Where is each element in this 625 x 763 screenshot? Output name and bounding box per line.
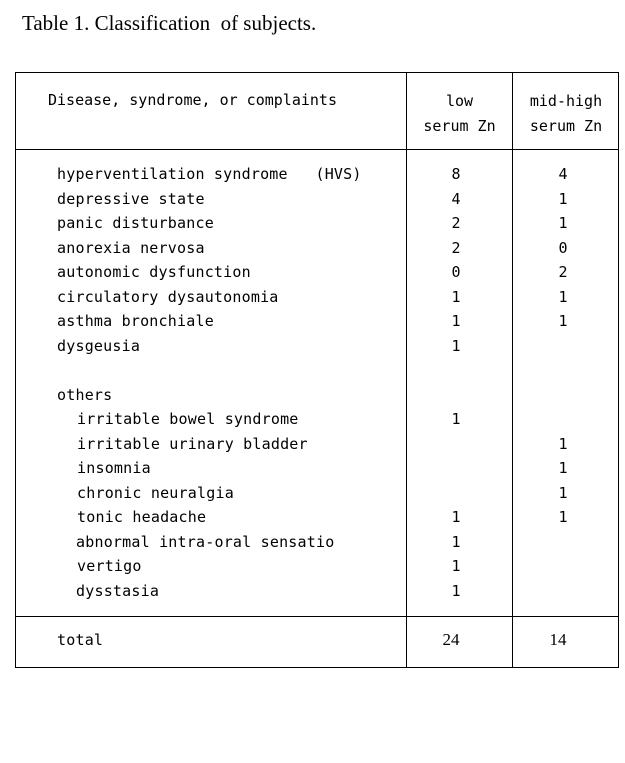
table-row xyxy=(16,410,618,434)
row-label: tonic headache xyxy=(77,508,207,526)
row-label: asthma bronchiale xyxy=(57,312,214,330)
table-row xyxy=(16,214,618,238)
header-mid-line1: mid-high xyxy=(529,92,603,110)
mid-value: 1 xyxy=(558,459,568,477)
header-disease: Disease, syndrome, or complaints xyxy=(48,91,337,109)
table-row xyxy=(16,337,618,361)
table-row xyxy=(16,533,618,557)
table-caption: Table 1. Classification of subjects. xyxy=(22,11,317,35)
row-label: dysgeusia xyxy=(57,336,141,355)
row-label: panic disturbance xyxy=(57,214,214,232)
total-low-value: 24 xyxy=(442,630,460,649)
row-label: abnormal intra-oral sensatio xyxy=(76,532,335,551)
table-row xyxy=(16,239,618,263)
mid-value: 1 xyxy=(558,483,568,502)
low-value: 1 xyxy=(451,410,461,428)
mid-value: 4 xyxy=(558,165,568,183)
table-row xyxy=(16,165,618,189)
low-value: 1 xyxy=(451,532,461,551)
row-label: irritable bowel syndrome xyxy=(77,410,299,428)
row-label: insomnia xyxy=(77,459,151,477)
table-row xyxy=(16,582,618,606)
header-low-line1: low xyxy=(445,92,474,110)
table-row xyxy=(16,190,618,214)
mid-value: 2 xyxy=(558,263,568,281)
total-mid-value: 14 xyxy=(549,630,567,649)
low-value: 1 xyxy=(451,557,461,575)
row-label: hyperventilation syndrome (HVS) xyxy=(57,165,362,183)
low-value: 1 xyxy=(451,508,461,526)
mid-value: 0 xyxy=(558,238,568,257)
row-label: chronic neuralgia xyxy=(77,483,234,502)
table-row xyxy=(16,263,618,287)
total-row xyxy=(16,631,618,655)
table-row xyxy=(16,435,618,459)
row-label: autonomic dysfunction xyxy=(57,263,251,281)
row-label: dysstasia xyxy=(76,581,160,600)
low-value: 1 xyxy=(451,312,461,330)
low-value: 1 xyxy=(451,336,461,355)
low-value: 0 xyxy=(451,263,461,281)
mid-value: 1 xyxy=(558,508,568,526)
low-value: 8 xyxy=(451,165,461,183)
table-row xyxy=(16,459,618,483)
mid-value: 1 xyxy=(558,214,568,232)
header-mid-line2: serum Zn xyxy=(529,117,603,135)
header-divider xyxy=(16,149,618,150)
total-divider xyxy=(16,616,618,617)
others-heading-row xyxy=(16,386,618,410)
mid-value: 1 xyxy=(558,434,568,453)
table-row xyxy=(16,484,618,508)
row-label: anorexia nervosa xyxy=(57,238,205,257)
row-label: vertigo xyxy=(77,557,142,575)
row-label: depressive state xyxy=(57,189,205,208)
others-heading: others xyxy=(57,385,113,404)
table-row xyxy=(16,312,618,336)
low-value: 1 xyxy=(451,287,461,306)
table-row xyxy=(16,508,618,532)
row-label: circulatory dysautonomia xyxy=(57,287,279,306)
low-value: 4 xyxy=(451,189,461,208)
table-row xyxy=(16,557,618,581)
mid-value: 1 xyxy=(558,312,568,330)
classification-table xyxy=(15,72,619,668)
low-value: 2 xyxy=(451,214,461,232)
header-low-line2: serum Zn xyxy=(423,117,496,135)
row-label: irritable urinary bladder xyxy=(77,434,308,453)
low-value: 1 xyxy=(451,581,461,600)
mid-value: 1 xyxy=(558,189,568,208)
mid-value: 1 xyxy=(558,287,568,306)
total-label: total xyxy=(57,631,104,649)
low-value: 2 xyxy=(451,238,461,257)
table-row xyxy=(16,288,618,312)
